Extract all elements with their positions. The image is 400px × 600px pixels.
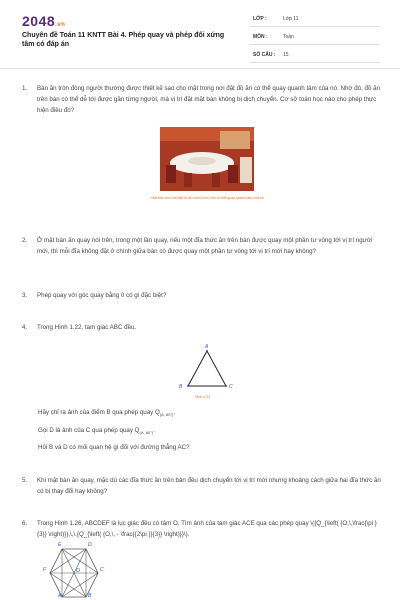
triangle-figure [180, 343, 235, 398]
question-number: 4. [22, 324, 28, 331]
meta-info-table [250, 14, 380, 68]
question-number: 1. [22, 85, 28, 92]
vertex-label: A [58, 593, 62, 599]
meta-value: Lớp 11 [283, 16, 299, 22]
question-text: Khi mặt bàn ăn quay, mặc dù các đĩa thức ăn trên bàn đều dịch chuyển tới vị trí mới nhưng khoảng cách giữa hai đĩa thức ăn có bị thay đổi hay không? [37, 477, 381, 495]
document-header [0, 0, 400, 62]
vertex-label: B [179, 384, 183, 390]
q4-subquestion-1: Hãy chỉ ra ảnh của điểm B qua phép quay $Q_{(A, 60^\circ)}$. [38, 409, 176, 418]
meta-row-count [250, 50, 380, 63]
document-title: Chuyên đề Toán 11 KNTT Bài 4. Phép quay và phép đối xứng tâm có đáp án [22, 32, 225, 48]
question-text: Trong Hình 1.26, ABCDEF là lục giác đều có tâm O. Tìm ảnh của tam giác ACE qua các phép quay \({Q_{\left( {O,\,\frac{\pi }{3}} \right)}},\,\,{Q_{\left( {O,\, - \frac{{2\pi }}{3}} \right)}}\). [37, 520, 377, 538]
site-logo[interactable]: 2048.vn [22, 13, 66, 29]
meta-label: LỚP : [253, 16, 267, 22]
question-text: Phép quay với góc quay bằng 0 có gì đặc biệt? [37, 292, 167, 299]
meta-value: Toán [283, 34, 294, 40]
question-number: 5. [22, 477, 28, 484]
question-text: Ở mặt bàn ăn quay nói trên, trong một lần quay, nếu một đĩa thức ăn trên bàn được quay một phần tư vòng tới vị trí người mới, thì mỗi đĩa không đặt ở chính giữa bàn có được quay một phần tư vòng tới vị trí mới hay không? [37, 237, 373, 255]
figure-caption: Mặt bàn tròn nơi đặt đồ ăn chính tròn nhỏ có thể quay quanh tâm của nó [151, 196, 264, 200]
question-number: 3. [22, 292, 28, 299]
meta-row-class [250, 14, 380, 27]
header-divider [0, 68, 400, 69]
vertex-label: F [43, 567, 47, 573]
meta-label: SỐ CÂU : [253, 52, 276, 58]
question-text: Bàn ăn tròn đông người thường được thiết kế sao cho mặt trong nơi đặt đồ ăn có thể quay quanh tâm của nó. Nhờ đó, đồ ăn trên bàn có thể dễ tới được gần từng người, mà vị trí đặt mặt bàn không bị dịch chuyển. Cơ sở toán học nào cho phép thực hiện điều đó? [37, 85, 380, 114]
vertex-label: D [88, 542, 92, 548]
meta-value: 15 [283, 52, 289, 58]
q4-subquestion-3: Hỏi B và D có mối quan hệ gì đối với đường thẳng AC? [38, 444, 190, 451]
q4-subquestion-2: Gọi D là ảnh của C qua phép quay $Q_{(A, 60^\circ)}$. [38, 427, 155, 436]
vertex-label: E [58, 542, 62, 548]
question-text: Trong Hình 1.22, tam giác ABC đều. [37, 324, 137, 331]
vertex-label: O [76, 568, 80, 574]
vertex-label: B [88, 593, 92, 599]
vertex-label: C [100, 567, 104, 573]
question-number: 6. [22, 520, 28, 527]
question-number: 2. [22, 237, 28, 244]
figure-caption: Hình 1.22 [195, 395, 211, 399]
meta-row-subject [250, 32, 380, 45]
vertex-label: C [229, 384, 233, 390]
vertex-label: A [205, 344, 209, 350]
round-table-photo [160, 127, 254, 191]
meta-label: MÔN : [253, 34, 268, 40]
